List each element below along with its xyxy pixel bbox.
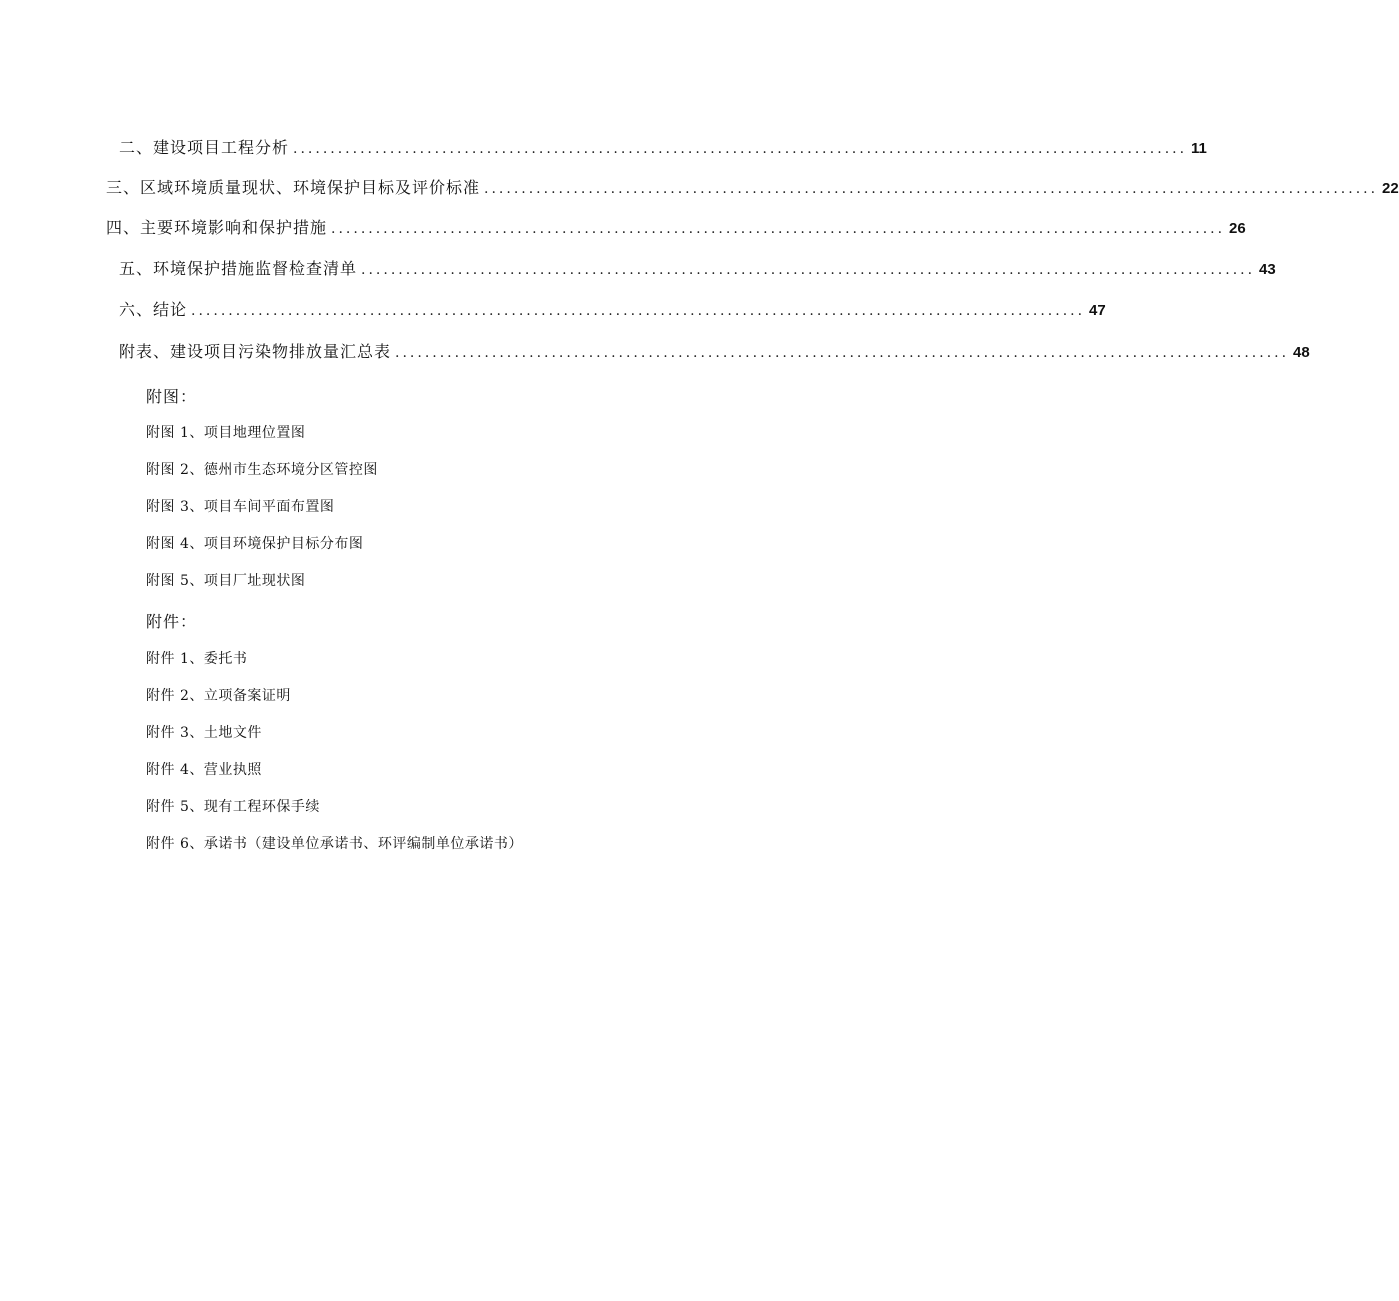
toc-title: 二、建设项目工程分析 xyxy=(119,138,290,157)
toc-leader-dots: ........................................................................................................................ xyxy=(293,141,1188,157)
toc-entry[interactable] xyxy=(119,298,1106,322)
figure-item: 附图 3、项目车间平面布置图 xyxy=(146,499,335,515)
toc-title: 三、区域环境质量现状、环境保护目标及评价标准 xyxy=(106,178,481,197)
attachments-heading: 附件： xyxy=(146,612,198,631)
toc-page-number: 26 xyxy=(1229,220,1246,237)
toc-leader-dots: ........................................................................................................................ xyxy=(361,262,1256,278)
toc-title: 附表、建设项目污染物排放量汇总表 xyxy=(119,342,392,361)
toc-page-number: 11 xyxy=(1191,140,1207,157)
attachment-item: 附件 6、承诺书（建设单位承诺书、环评编制单位承诺书） xyxy=(146,836,523,852)
figure-item: 附图 4、项目环境保护目标分布图 xyxy=(146,536,364,552)
toc-page-number: 43 xyxy=(1259,261,1276,278)
toc-page-number: 48 xyxy=(1293,344,1310,361)
toc-entry[interactable] xyxy=(119,340,1310,364)
toc-leader-dots: ........................................................................................................................ xyxy=(191,303,1086,319)
toc-leader-dots: ........................................................................................................................ xyxy=(395,345,1290,361)
attachment-item: 附件 3、土地文件 xyxy=(146,725,262,741)
figure-item: 附图 1、项目地理位置图 xyxy=(146,425,306,441)
toc-entry[interactable] xyxy=(106,216,1246,240)
toc-entry[interactable] xyxy=(119,257,1276,281)
attachment-item: 附件 2、立项备案证明 xyxy=(146,688,291,704)
figure-item: 附图 5、项目厂址现状图 xyxy=(146,573,306,589)
toc-title: 六、结论 xyxy=(119,300,188,319)
toc-page-number: 47 xyxy=(1089,302,1106,319)
attachment-item: 附件 4、营业执照 xyxy=(146,762,262,778)
toc-leader-dots: ........................................................................................................................ xyxy=(331,221,1226,237)
toc-entry[interactable] xyxy=(119,136,1207,160)
toc-entry[interactable] xyxy=(106,176,1399,200)
toc-title: 五、环境保护措施监督检查清单 xyxy=(119,259,358,278)
attachment-item: 附件 5、现有工程环保手续 xyxy=(146,799,320,815)
attachment-item: 附件 1、委托书 xyxy=(146,651,248,667)
figures-heading: 附图： xyxy=(146,387,198,406)
figure-item: 附图 2、德州市生态环境分区管控图 xyxy=(146,462,378,478)
toc-title: 四、主要环境影响和保护措施 xyxy=(106,218,328,237)
toc-page-number: 22 xyxy=(1382,180,1399,197)
toc-leader-dots: ........................................................................................................................ xyxy=(484,181,1379,197)
